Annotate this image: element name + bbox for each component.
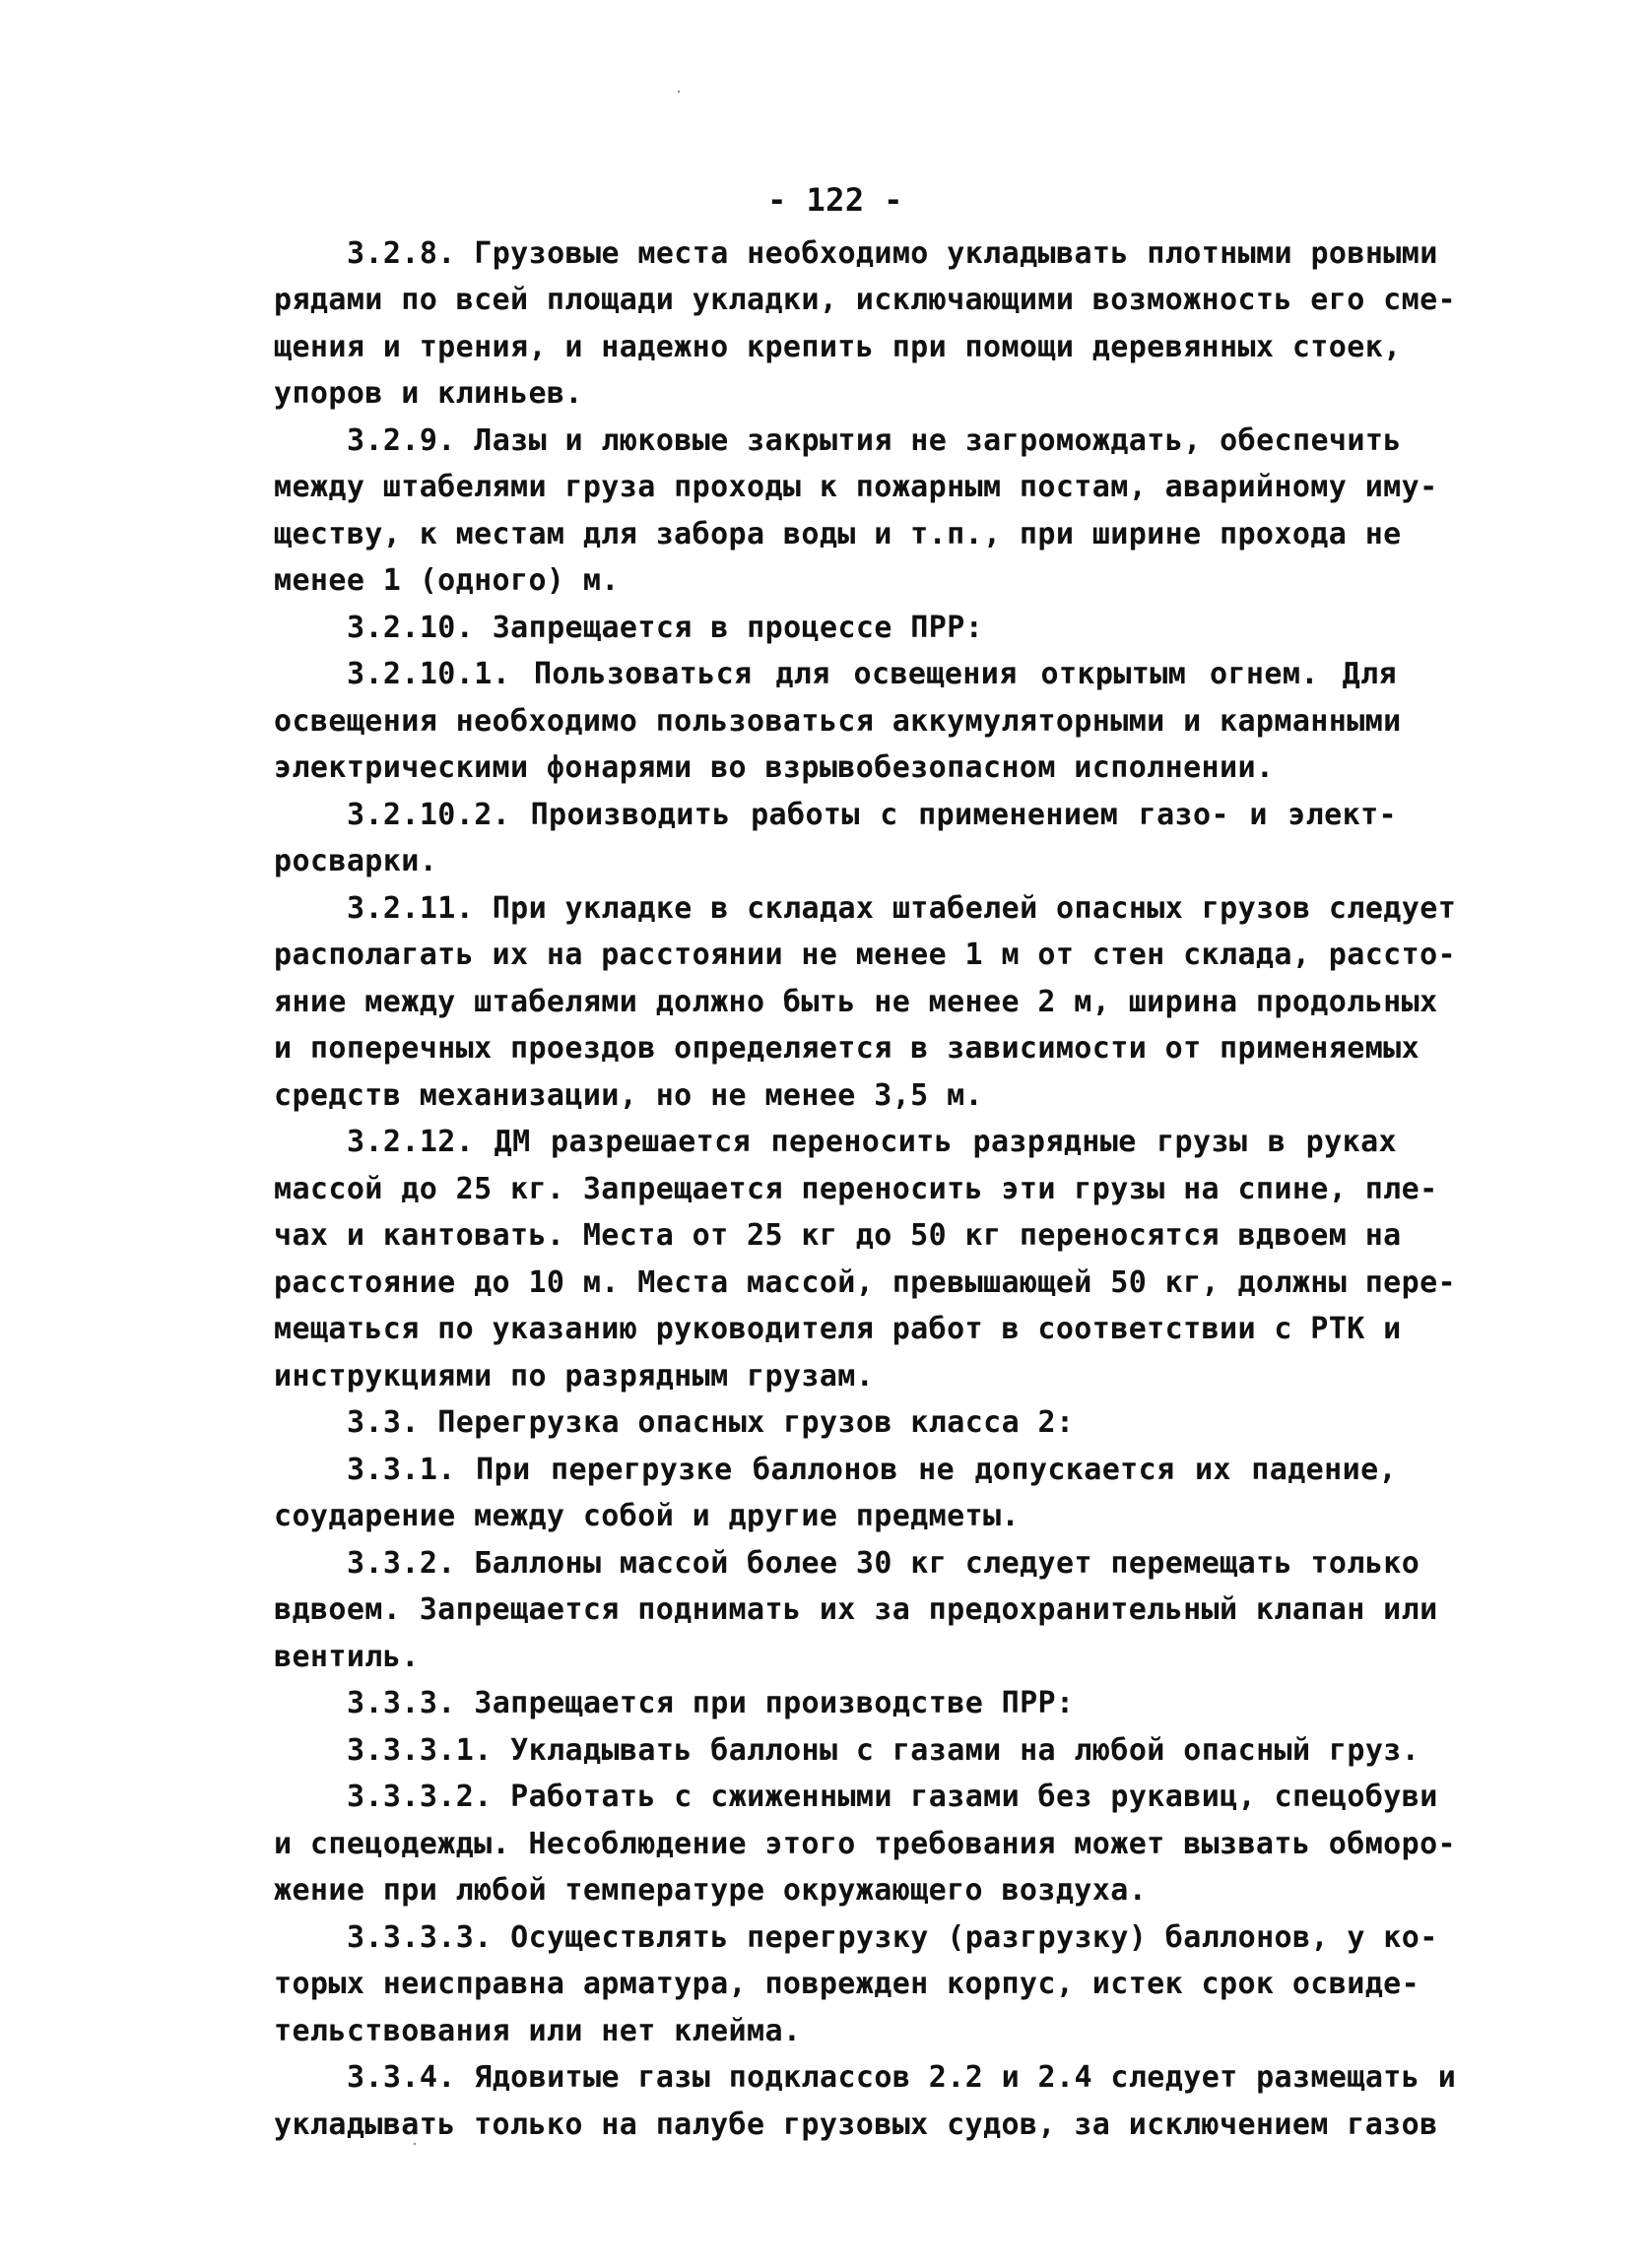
paragraph: [274, 1914, 1438, 2055]
paragraph: [274, 1774, 1456, 1914]
text-line: укладывать только на палубе грузовых судов, за исключением газов: [274, 2106, 1438, 2142]
text-line: 3.2.12. ДМ разрешается переносить разрядные грузы в руках: [347, 1125, 1397, 1159]
paragraph: [274, 1447, 1397, 1540]
text-line: 3.3.3.2. Работать с сжиженными газами без рукавиц, спецобуви: [347, 1780, 1438, 1814]
paragraph: [274, 1727, 1420, 1775]
text-line: между штабелями груза проходы к пожарным постам, аварийному иму-: [274, 470, 1438, 504]
text-line: 3.2.10.2. Производить работы с применением газо- и элект-: [347, 797, 1397, 832]
paragraph: [274, 885, 1457, 1120]
text-line: 3.2.9. Лазы и люковые закрытия не загромождать, обеспечить: [347, 422, 1402, 458]
text-line: 3.3.2. Баллоны массой более 30 кг следует перемещать только: [347, 1545, 1420, 1581]
paragraph: [274, 2054, 1457, 2148]
text-line: 3.3.3. Запрещается при производстве ПРР:: [347, 1686, 1075, 1720]
text-line: и поперечных проездов определяется в зависимости от применяемых: [274, 1031, 1420, 1066]
paragraph: [274, 605, 1397, 652]
text-line: тельствования или нет клейма.: [274, 2013, 802, 2048]
text-line: и спецодежды. Несоблюдение этого требования может вызвать обморо-: [274, 1826, 1456, 1861]
text-line: вдвоем. Запрещается поднимать их за предохранительный клапан или: [274, 1592, 1438, 1627]
text-line: 3.2.11. При укладке в складах штабелей опасных грузов следует: [347, 890, 1457, 926]
text-line: менее 1 (одного) м.: [274, 563, 620, 598]
document-body: [274, 230, 1457, 2149]
text-line: 3.3. Перегрузка опасных грузов класса 2:: [347, 1405, 1075, 1440]
text-line: расстояние до 10 м. Места массой, превышающей 50 кг, должны пере-: [274, 1264, 1456, 1300]
text-line: щения и трения, и надежно крепить при помощи деревянных стоек,: [274, 329, 1402, 364]
text-line: электрическими фонарями во взрывобезопасном исполнении.: [274, 750, 1275, 785]
text-line: соударение между собой и другие предметы.: [274, 1499, 1020, 1533]
text-line: чах и кантовать. Места от 25 кг до 50 кг переносятся вдвоем на: [274, 1218, 1402, 1253]
paragraph: [274, 418, 1438, 605]
text-line: 3.3.3.3. Осуществлять перегрузку (разгрузку) баллонов, у ко-: [347, 1919, 1438, 1955]
text-line: рядами по всей площади укладки, исключающими возможность его сме-: [274, 283, 1456, 317]
text-line: росварки.: [274, 844, 438, 878]
text-line: торых неисправна арматура, поврежден корпус, истек срок освиде-: [274, 1967, 1420, 2001]
text-line: жение при любой температуре окружающего воздуха.: [274, 1873, 1148, 1908]
text-line: упоров и клиньев.: [274, 376, 583, 411]
paragraph: [274, 1680, 1397, 1727]
paragraph: [274, 1119, 1456, 1399]
text-line: мещаться по указанию руководителя работ в соответствии с РТК и: [274, 1312, 1402, 1346]
text-line: вентиль.: [274, 1639, 420, 1674]
paragraph: [274, 1540, 1438, 1681]
page-number: - 122 -: [767, 181, 903, 219]
document-page: [274, 177, 1457, 2148]
text-line: яние между штабелями должно быть не менее 2 м, ширина продольных: [274, 984, 1438, 1019]
text-line: ществу, к местам для забора воды и т.п., при ширине прохода не: [274, 516, 1402, 551]
paragraph: [274, 651, 1402, 792]
text-line: 3.3.3.1. Укладывать баллоны с газами на любой опасный груз.: [347, 1732, 1420, 1768]
text-line: 3.2.10. Запрещается в процессе ПРР:: [347, 610, 984, 645]
text-line: 3.3.4. Ядовитые газы подклассов 2.2 и 2.4 следует размещать и: [347, 2060, 1457, 2095]
text-line: массой до 25 кг. Запрещается переносить эти грузы на спине, пле-: [274, 1171, 1438, 1206]
text-line: средств механизации, но не менее 3,5 м.: [274, 1077, 983, 1113]
paragraph: [274, 792, 1397, 885]
text-line: инструкциями по разрядным грузам.: [274, 1358, 875, 1393]
text-line: 3.2.8. Грузовые места необходимо укладывать плотными ровными: [347, 235, 1438, 271]
text-line: располагать их на расстоянии не менее 1 м от стен склада, рассто-: [274, 938, 1456, 972]
text-line: освещения необходимо пользоваться аккумуляторными и карманными: [274, 703, 1402, 739]
paragraph: [274, 230, 1456, 418]
paragraph: [274, 1399, 1397, 1447]
text-line: 3.3.1. При перегрузке баллонов не допускается их падение,: [347, 1452, 1397, 1487]
scan-speck-top: [678, 91, 680, 93]
text-line: 3.2.10.1. Пользоваться для освещения открытым огнем. Для: [347, 657, 1397, 691]
